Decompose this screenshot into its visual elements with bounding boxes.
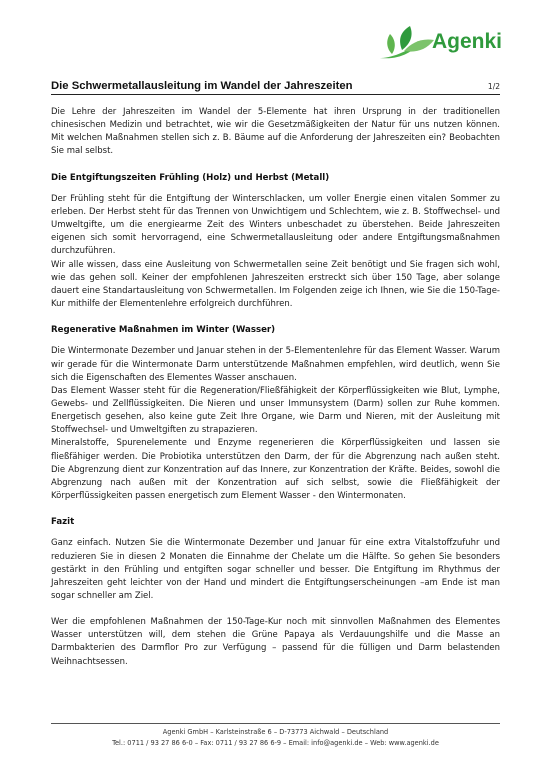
section-heading-conclusion: Fazit bbox=[51, 517, 75, 528]
page-title: Die Schwermetallausleitung im Wandel der Jahreszeiten bbox=[51, 80, 353, 92]
brand-name: Agenki bbox=[432, 30, 503, 53]
paragraph: Wer die empfohlenen Maßnahmen der 150-Tage-Kur noch mit sinnvollen Maßnahmen des Elementes Wasser unterstützen will, dem stehen die Grüne Papaya als Verdauungshilfe und die Masse an Darmbakterien des Darmflor Pro zur Verfügung – passend für die fülligen und Darm belastenden Weihnachtsessen. bbox=[51, 617, 500, 667]
paragraph: Die Wintermonate Dezember und Januar stehen in der 5-Elementenlehre für das Element Wasser. Warum wir gerade für die Wintermonate Darm unterstützende Maßnahmen empfehlen, wird deutlich, wenn Sie sich die Eigenschaften des Elementes Wasser anschauen. bbox=[51, 346, 500, 383]
intro-paragraph: Die Lehre der Jahreszeiten im Wandel der 5-Elemente hat ihren Ursprung in der traditionellen chinesischen Medizin und betrachtet, wie wir die Gesetzmäßigkeiten der Natur für uns nutzen können. Mit welchen Maßnahmen stellen sich z. B. Bäume auf die Anforderung der Jahreszeiten ein? Beobachten Sie mal selbst. bbox=[51, 107, 500, 157]
paragraph: Ganz einfach. Nutzen Sie die Wintermonate Dezember und Januar für eine extra Vitalstoffzufuhr und reduzieren Sie in diesen 2 Monaten die Einnahme der Chelate um die Hälfte. So gehen Sie besonders gestärkt in den Frühling und entgiften sogar schneller und besser. Die Entgiftung im Rhythmus der Jahreszeiten geht leichter von der Hand und mindert die Entgiftungserscheinungen –am Ende ist man sogar schneller am Ziel. bbox=[51, 538, 500, 601]
paragraph: Der Frühling steht für die Entgiftung der Winterschlacken, um voller Energie einen vitalen Sommer zu erleben. Der Herbst steht für das Trennen von Unwichtigem und Schlechtem, wie z. B. Stoffwechsel- und Umweltgifte, um die energiearme Zeit des Winters unbeschadet zu überstehen. Beide Jahreszeiten eigenen sich somit hervorragend, eine Schwermetallausleitung oder andere Entgiftungsmaßnahmen durchzuführen. bbox=[51, 193, 500, 257]
header-divider bbox=[51, 94, 500, 95]
paragraph: Das Element Wasser steht für die Regeneration/Fließfähigkeit der Körperflüssigkeiten wie Blut, Lymphe, Gewebs- und Zellflüssigkeiten. Die Nieren und unser Immunsystem (Darm) sollen zur Ruhe kommen. Energetisch gesehen, also keine gute Zeit Ihre Organe, wie Darm und Nieren, mit der Ausleitung mit Stoffwechsel- und Umweltgiften zu strapazieren. bbox=[51, 385, 500, 436]
document-body bbox=[51, 106, 500, 669]
footer-address: Agenki GmbH – Karlsteinstraße 6 – D-73773 Aichwald – Deutschland bbox=[162, 728, 389, 736]
page-number: 1/2 bbox=[487, 82, 500, 91]
section-heading-winter: Regenerative Maßnahmen im Winter (Wasser) bbox=[51, 325, 276, 336]
paragraph: Wir alle wissen, dass eine Ausleitung von Schwermetallen seine Zeit benötigt und Sie fragen sich wohl, wie das gehen soll. Keiner der empfohlenen Jahreszeiten erstreckt sich über 150 Tage, aber solange dauert eine Standartausleitung von Schwermetallen. Im Folgenden zeige ich Ihnen, wie Sie die 150-Tage-Kur mithilfe der Elementenlehre erfolgreich durchführen. bbox=[51, 259, 500, 310]
footer-contact: Tel.: 0711 / 93 27 86 6-0 – Fax: 0711 / 93 27 86 6-9 – Email: info@agenki.de – Web: www.agenki.de bbox=[112, 739, 439, 747]
section-heading-detox: Die Entgiftungszeiten Frühling (Holz) und Herbst (Metall) bbox=[51, 172, 330, 183]
paragraph: Mineralstoffe, Spurenelemente und Enzyme regenerieren die Körperflüssigkeiten und lassen sie fließfähiger werden. Die Probiotika unterstützen den Darm, der für die Abgrenzung nach außen steht. Die Abgrenzung dient zur Konzentration auf das Innere, zur Konzentration der Kräfte. Beides, sowohl die Abgrenzung nach außen mit der Konzentration auf sich selbst, sowie die Fließfähigkeit der Körperflüssigkeiten passen energetisch zum Element Wasser - den Wintermonaten. bbox=[51, 438, 500, 502]
footer-divider bbox=[51, 723, 500, 724]
